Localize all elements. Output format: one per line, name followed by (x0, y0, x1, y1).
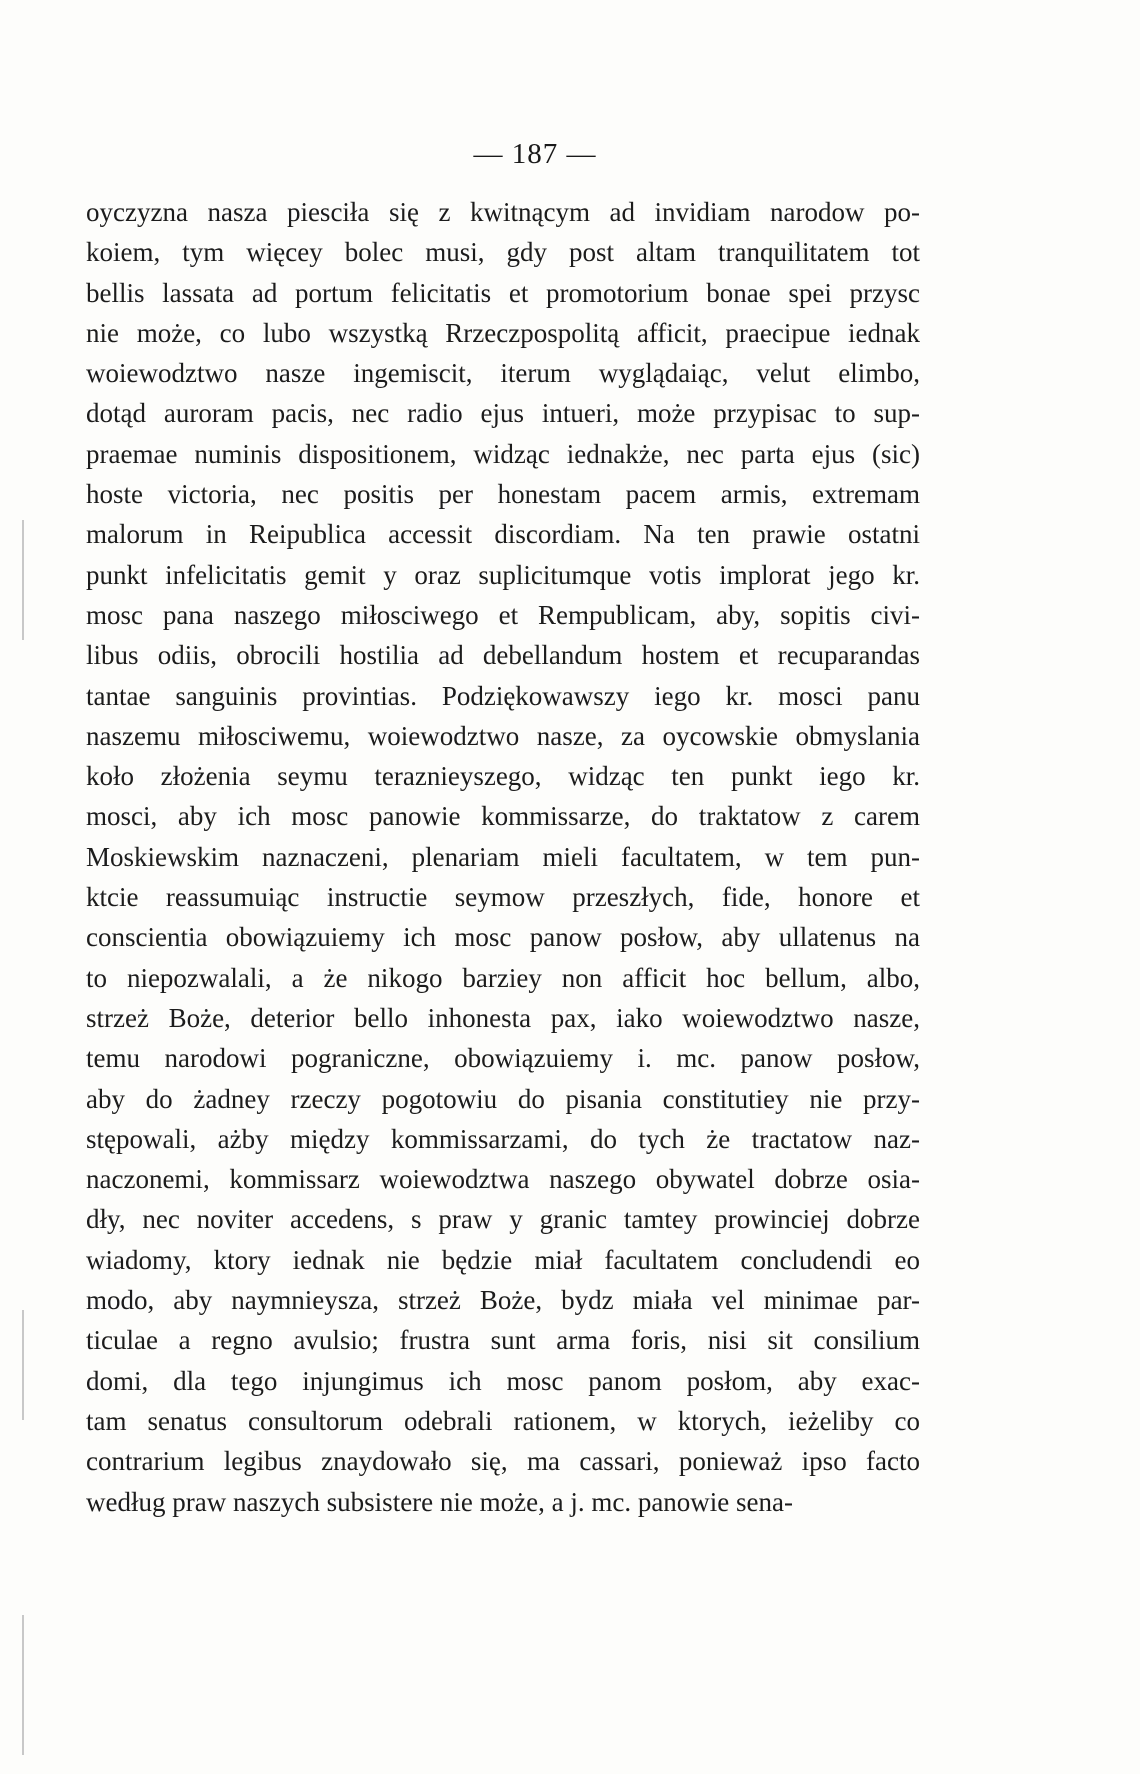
text-line: tantae sanguinis provintias. Podziękowawszy iego kr. mosci panu (86, 680, 920, 711)
text-line: naszemu miłosciwemu, woiewodztwo nasze, za oycowskie obmyslania (86, 720, 920, 751)
text-line: ktcie reassumuiąc instructie seymow przeszłych, fide, honore et (86, 882, 920, 913)
text-line: hoste victoria, nec positis per honestam pacem armis, extremam (86, 479, 920, 510)
text-line: dły, nec noviter accedens, s praw y granic tamtey prowinciej dobrze (86, 1204, 920, 1235)
text-line: conscientia obowiązuiemy ich mosc panow posłow, aby ullatenus na (86, 922, 920, 953)
text-line: woiewodztwo nasze ingemiscit, iterum wyglądaiąc, velut elimbo, (86, 358, 920, 389)
text-line: praemae numinis dispositionem, widząc iednakże, nec parta ejus (sic) (86, 438, 920, 469)
text-line: ticulae a regno avulsio; frustra sunt arma foris, nisi sit consilium (86, 1325, 920, 1356)
text-line: modo, aby naymnieysza, strzeż Boże, bydz miała vel minimae par- (86, 1285, 920, 1316)
body-text (86, 192, 920, 1522)
text-line: nie może, co lubo wszystką Rrzeczpospolitą afficit, praecipue iednak (86, 317, 920, 348)
text-line: to niepozwalali, a że nikogo barziey non afficit hoc bellum, albo, (86, 962, 920, 993)
text-line: punkt infelicitatis gemit y oraz suplicitumque votis implorat jego kr. (86, 559, 920, 590)
text-line: koiem, tym więcey bolec musi, gdy post altam tranquilitatem tot (86, 237, 920, 268)
text-line: libus odiis, obrocili hostilia ad debellandum hostem et recuparandas (86, 640, 920, 671)
left-margin-mark (22, 1310, 24, 1420)
text-line: mosci, aby ich mosc panowie kommissarze, do traktatow z carem (86, 801, 920, 832)
text-line: temu narodowi pograniczne, obowiązuiemy i. mc. panow posłow, (86, 1043, 920, 1074)
text-line: Moskiewskim naznaczeni, plenariam mieli facultatem, w tem pun- (86, 841, 920, 872)
text-line: domi, dla tego injungimus ich mosc panom posłom, aby exac- (86, 1365, 920, 1396)
text-line: strzeż Boże, deterior bello inhonesta pax, iako woiewodztwo nasze, (86, 1002, 920, 1033)
text-line: według praw naszych subsistere nie może, a j. mc. panowie sena- (86, 1486, 794, 1517)
text-line: koło złożenia seymu teraznieyszego, widząc ten punkt iego kr. (86, 761, 920, 792)
text-line: mosc pana naszego miłosciwego et Rempublicam, aby, sopitis civi- (86, 599, 920, 630)
text-line: malorum in Reipublica accessit discordiam. Na ten prawie ostatni (86, 519, 920, 550)
page-number: — 187 — (473, 138, 597, 170)
text-line: stępowali, ażby między kommissarzami, do tych że tractatow naz- (86, 1123, 920, 1154)
left-margin-mark (22, 520, 24, 640)
text-line: wiadomy, ktory iednak nie będzie miał facultatem concludendi eo (86, 1244, 920, 1275)
text-line: naczonemi, kommissarz woiewodztwa naszego obywatel dobrze osia- (86, 1164, 920, 1195)
text-line: contrarium legibus znaydowało się, ma cassari, ponieważ ipso facto (86, 1446, 920, 1477)
text-line: oyczyzna nasza piesciła się z kwitnącym ad invidiam narodow po- (86, 197, 920, 227)
text-line: bellis lassata ad portum felicitatis et promotorium bonae spei przysc (86, 277, 920, 308)
left-margin-mark (22, 1615, 24, 1755)
text-line: dotąd auroram pacis, nec radio ejus intueri, może przypisac to sup- (86, 398, 920, 429)
text-line: tam senatus consultorum odebrali rationem, w ktorych, ieżeliby co (86, 1405, 920, 1436)
text-line: aby do żadney rzeczy pogotowiu do pisania constitutiey nie przy- (86, 1083, 920, 1114)
